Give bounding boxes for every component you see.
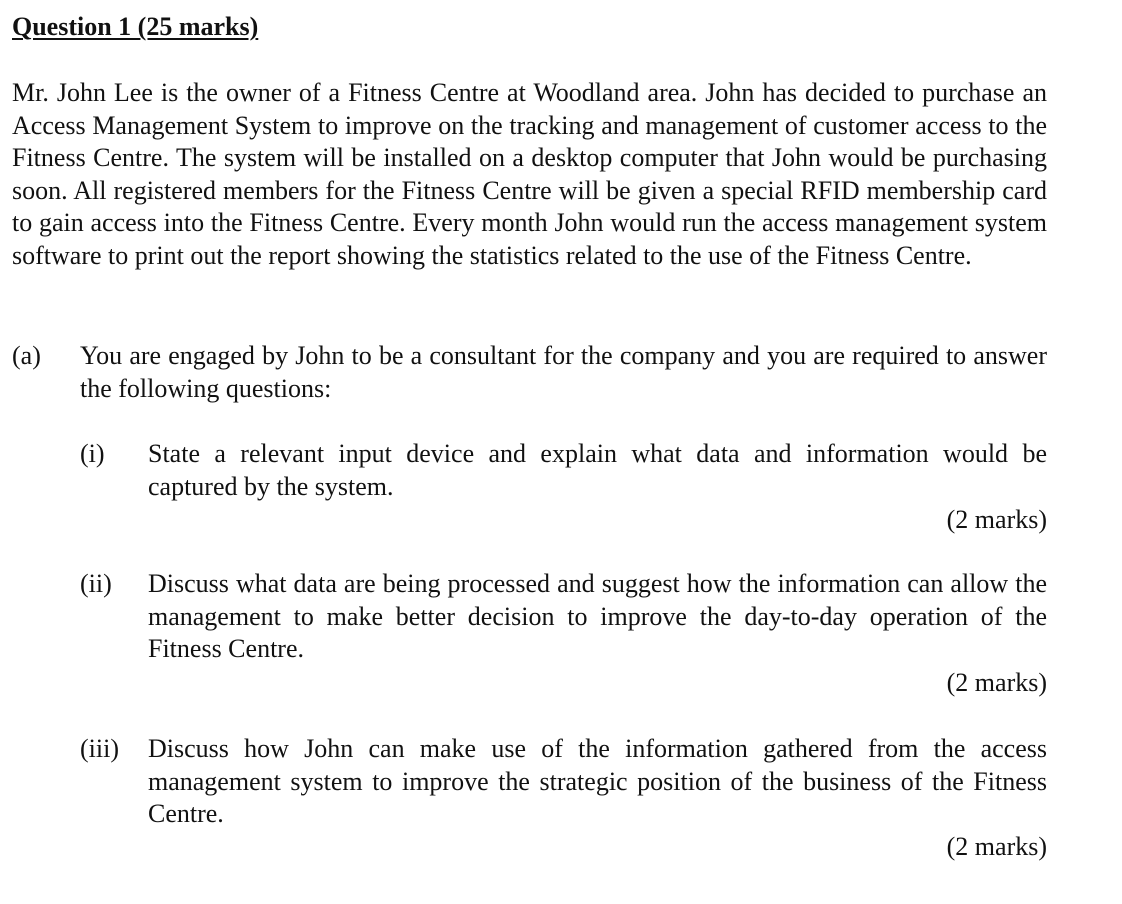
question-intro-paragraph: Mr. John Lee is the owner of a Fitness Centre at Woodland area. John has decided to purchase an Access Management System to improve on the tracking and management of customer access to the Fitness Centre. The system will be installed on a desktop computer that John would be purchasing soon. All registered members for the Fitness Centre will be given a special RFID membership card to gain access into the Fitness Centre. Every month John would run the access management system software to print out the report showing the statistics related to the use of the Fitness Centre.	[12, 78, 1047, 270]
subquestion-i-text: State a relevant input device and explain what data and information would be captured by the system.	[148, 439, 1047, 501]
subquestion-iii-label: (iii)	[80, 734, 119, 763]
subquestion-ii-text: Discuss what data are being processed and suggest how the information can allow the management to make better decision to improve the day-to-day operation of the Fitness Centre.	[148, 569, 1047, 664]
subquestion-iii-marks: (2 marks)	[946, 832, 1047, 861]
part-a-text: You are engaged by John to be a consultant for the company and you are required to answer the following questions:	[80, 341, 1047, 403]
subquestion-ii-marks: (2 marks)	[946, 668, 1047, 697]
subquestion-ii-label: (ii)	[80, 569, 112, 598]
subquestion-iii-text: Discuss how John can make use of the information gathered from the access management system to improve the strategic position of the business of the Fitness Centre.	[148, 734, 1047, 829]
subquestion-i-label: (i)	[80, 439, 105, 468]
question-heading: Question 1 (25 marks)	[12, 12, 259, 41]
subquestion-i-marks: (2 marks)	[946, 505, 1047, 534]
part-a-label: (a)	[12, 341, 41, 370]
